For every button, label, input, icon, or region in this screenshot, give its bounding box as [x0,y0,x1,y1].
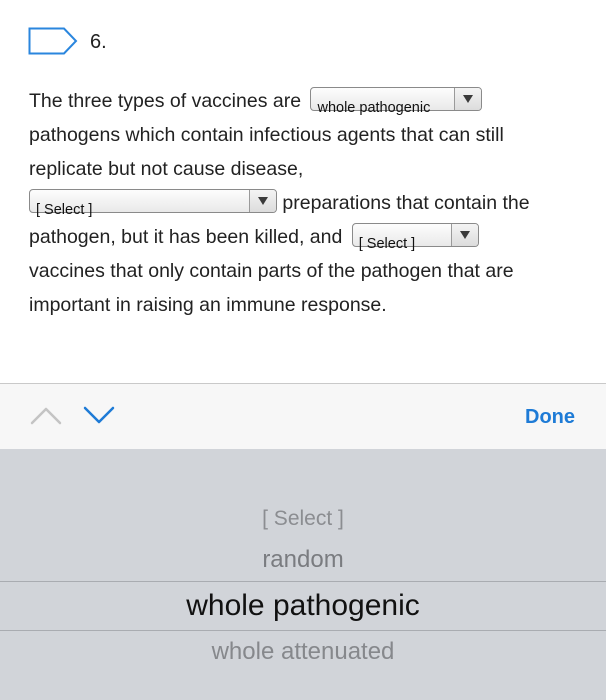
text-line-2: pathogens which contain infectious agents that can still [29,124,504,146]
question-text [29,84,589,322]
vaccine-type-dropdown-3[interactable] [352,223,479,253]
chevron-down-icon[interactable] [83,405,115,425]
text-line4-suffix: preparations that contain the [282,192,530,214]
text-line-5 [29,220,589,254]
vaccine-type-dropdown-2[interactable] [29,189,277,219]
text-line-1 [29,84,589,118]
picker-option-whole-pathogenic[interactable]: whole pathogenic [186,589,420,622]
chevron-up-icon[interactable] [30,405,62,425]
text-line1-prefix: The three types of vaccines are [29,90,302,112]
text-line-6: vaccines that only contain parts of the pathogen that are [29,260,514,282]
text-line-4 [29,186,589,220]
text-line-3: replicate but not cause disease, [29,158,304,180]
dropdown-2-value: [ Select ] [36,202,93,219]
text-line-7: important in raising an immune response. [29,294,387,316]
text-line5-prefix: pathogen, but it has been killed, and [29,226,343,248]
done-button[interactable]: Done [525,406,575,428]
question-number: 6. [90,31,107,53]
picker-option-select[interactable]: [ Select ] [262,507,344,530]
dropdown-arrow-icon[interactable] [249,190,276,212]
flag-icon[interactable] [28,27,78,55]
dropdown-3-value: [ Select ] [358,236,416,253]
picker-selection-top-line [0,581,606,582]
vaccine-type-dropdown-1[interactable] [310,87,482,117]
dropdown-arrow-icon[interactable] [454,88,481,110]
dropdown-1-value: whole pathogenic [317,100,431,117]
picker-option-random[interactable]: random [262,546,344,573]
picker-option-whole-attenuated[interactable]: whole attenuated [211,638,395,665]
dropdown-arrow-icon[interactable] [451,224,478,246]
picker-selection-bottom-line [0,630,606,631]
